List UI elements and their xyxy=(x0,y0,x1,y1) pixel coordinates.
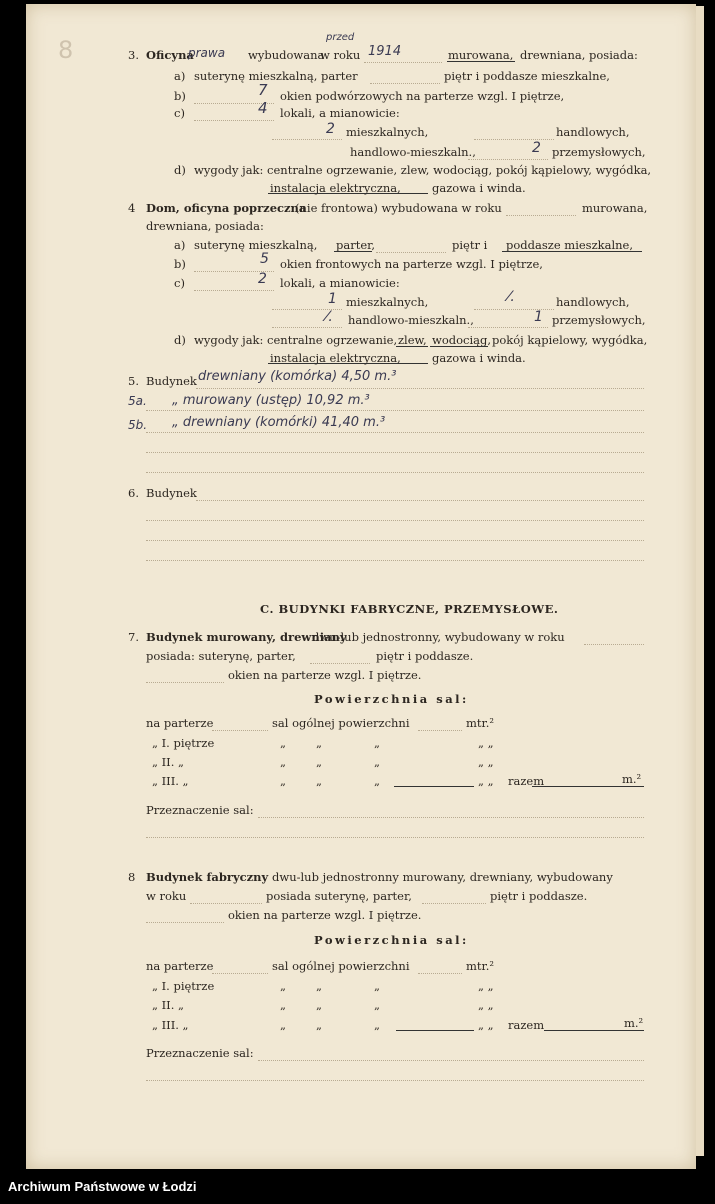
archive-name: Archiwum Państwowe w Łodzi xyxy=(8,1179,197,1194)
s8-r2-q1: „ xyxy=(280,998,286,1012)
s4-c2-text: handlowych, xyxy=(556,295,630,309)
s7-r0c: mtr.² xyxy=(466,716,495,730)
s8-label: Budynek fabryczny xyxy=(146,870,269,884)
s7-r0a: na parterze xyxy=(146,716,214,730)
s7-num: 7. xyxy=(128,630,139,644)
s4-t3: drewniana, posiada: xyxy=(146,219,264,233)
s4-c: c) xyxy=(174,276,185,290)
s7-r0b: sal ogólnej powierzchni xyxy=(272,716,410,730)
s8-r1-q1: „ xyxy=(280,979,286,993)
s4-c3-text: handlowo-mieszkaln., xyxy=(348,313,474,327)
s8-r3-q3: „ xyxy=(374,1018,380,1032)
s7-t3: piętr i poddasze. xyxy=(376,649,474,663)
s4-c-text: lokali, a mianowicie: xyxy=(280,276,400,290)
s5b-num: 5b. xyxy=(128,418,148,432)
s3-c2-text: handlowych, xyxy=(556,125,630,139)
s4-c1-hw: 1 xyxy=(328,291,337,307)
s7-t1: dwu-lub jednostronny, wybudowany w roku xyxy=(312,630,565,644)
s3-b: b) xyxy=(174,89,186,103)
s4-a: a) xyxy=(174,238,186,252)
page-number: 8 xyxy=(58,36,74,64)
s4-t1: (nie frontowa) wybudowana w roku xyxy=(295,201,502,215)
s4-c1-text: mieszkalnych, xyxy=(346,295,429,309)
s3-c1-text: mieszkalnych, xyxy=(346,125,429,139)
s4-d-text1: wygody jak: centralne ogrzewanie, xyxy=(194,333,398,347)
s6-label: Budynek xyxy=(146,486,197,500)
s8-r2: „ II. „ xyxy=(152,998,184,1012)
s3-c3-text: handlowo-mieszkaln., xyxy=(350,145,476,159)
s4-t2: murowana, xyxy=(582,201,648,215)
s3-c-hw: 4 xyxy=(258,99,268,117)
s8-r2-qq: „ „ xyxy=(478,998,494,1012)
s4-c4-hw: 1 xyxy=(534,309,543,325)
s8-r1-qq: „ „ xyxy=(478,979,494,993)
s8-r1-q3: „ xyxy=(374,979,380,993)
s4-a-text1: suterynę mieszkalną, xyxy=(194,238,318,252)
s5-label: Budynek xyxy=(146,374,197,388)
s8-r3-q1: „ xyxy=(280,1018,286,1032)
s5-hw: drewniany (komórka) 4,50 m.³ xyxy=(198,369,397,384)
s3-label: Oficyna xyxy=(146,48,194,62)
s8-t1: dwu-lub jednostronny murowany, drewniany, wybudowany xyxy=(272,870,613,884)
s5-num: 5. xyxy=(128,374,139,388)
s3-t3: murowana, xyxy=(448,48,514,62)
s4-d-wod: wodociąg, xyxy=(432,333,492,347)
s7-r3-q2: „ xyxy=(316,774,322,788)
s8-purpose: Przeznaczenie sal: xyxy=(146,1046,254,1060)
s4-d-text3a: instalacja elektryczna, xyxy=(270,351,401,365)
s4-d-zlew: zlew, xyxy=(398,333,427,347)
s7-r1-q2: „ xyxy=(316,736,322,750)
s7-r1-q3: „ xyxy=(374,736,380,750)
s5a-num: 5a. xyxy=(128,394,147,408)
s6-num: 6. xyxy=(128,486,139,500)
s7-r2-qq: „ „ xyxy=(478,755,494,769)
s8-r3-qq: „ „ xyxy=(478,1018,494,1032)
s3-d-text2a: instalacja elektryczna, xyxy=(270,181,401,195)
s3-hw-side: prawa xyxy=(188,46,226,60)
s8-t4: piętr i poddasze. xyxy=(490,889,588,903)
s4-c-hw: 2 xyxy=(258,271,267,287)
s4-c2-hw: ⁄. xyxy=(508,289,515,305)
s7-area-title: Powierzchnia sal: xyxy=(314,692,469,706)
s8-r3: „ III. „ xyxy=(152,1018,189,1032)
s4-c4-text: przemysłowych, xyxy=(552,313,646,327)
s3-d: d) xyxy=(174,163,186,177)
s4-c3-hw: ⁄. xyxy=(326,309,333,325)
s4-a-text3: poddasze mieszkalne, xyxy=(506,238,634,252)
s8-t2: w roku xyxy=(146,889,187,903)
section-c-heading: C. BUDYNKI FABRYCZNE, PRZEMYSŁOWE. xyxy=(260,602,559,616)
s3-t1: wybudowana xyxy=(248,48,325,62)
s4-label: Dom, oficyna poprzeczna xyxy=(146,201,307,215)
s3-hw-year: 1914 xyxy=(368,44,402,59)
s8-r0a: na parterze xyxy=(146,959,214,973)
s3-c4-hw: 2 xyxy=(532,140,541,156)
s7-r1-q1: „ xyxy=(280,736,286,750)
s5b-hw: „ drewniany (komórki) 41,40 m.³ xyxy=(172,415,386,430)
archive-footer xyxy=(0,1172,715,1204)
s7-t2: posiada: suterynę, parter, xyxy=(146,649,296,663)
s4-d-text2: pokój kąpielowy, wygódka, xyxy=(492,333,648,347)
s3-d-text: wygody jak: centralne ogrzewanie, zlew, wodociąg, pokój kąpielowy, wygódka, xyxy=(194,163,652,177)
s8-num: 8 xyxy=(128,870,136,884)
s7-r3-q1: „ xyxy=(280,774,286,788)
s7-r3-qq: „ „ xyxy=(478,774,494,788)
s8-t5: okien na parterze wzgl. I piętrze. xyxy=(228,908,422,922)
s7-label: Budynek murowany, drewniany xyxy=(146,630,347,644)
s7-r2-q2: „ xyxy=(316,755,322,769)
s7-r2: „ II. „ xyxy=(152,755,184,769)
s8-m2: m.² xyxy=(624,1016,644,1030)
s3-hw-pred: przed xyxy=(326,32,355,43)
s3-t2: w roku xyxy=(320,48,361,62)
s8-r0c: mtr.² xyxy=(466,959,495,973)
s7-t4: okien na parterze wzgl. I piętrze. xyxy=(228,668,422,682)
s7-r3: „ III. „ xyxy=(152,774,189,788)
s3-t4: drewniana, posiada: xyxy=(520,48,638,62)
s7-m2: m.² xyxy=(622,772,642,786)
s3-b-text: okien podwórzowych na parterze wzgl. I piętrze, xyxy=(280,89,565,103)
s8-r2-q3: „ xyxy=(374,998,380,1012)
s5a-hw: „ murowany (ustęp) 10,92 m.³ xyxy=(172,393,370,408)
s8-r0b: sal ogólnej powierzchni xyxy=(272,959,410,973)
s7-purpose: Przeznaczenie sal: xyxy=(146,803,254,817)
s3-d-text2b: gazowa i winda. xyxy=(432,181,526,195)
s3-num: 3. xyxy=(128,48,139,62)
s4-num: 4 xyxy=(128,201,136,215)
s7-r2-q1: „ xyxy=(280,755,286,769)
s7-r1: „ I. piętrze xyxy=(152,736,215,750)
s3-a-text: suterynę mieszkalną, parter xyxy=(194,69,358,83)
s8-r1: „ I. piętrze xyxy=(152,979,215,993)
s3-a: a) xyxy=(174,69,186,83)
s4-b-hw: 5 xyxy=(260,251,269,267)
s8-t3: posiada suterynę, parter, xyxy=(266,889,412,903)
s4-a-text2: piętr i xyxy=(452,238,488,252)
s4-b: b) xyxy=(174,257,186,271)
s7-r3-q3: „ xyxy=(374,774,380,788)
s8-r1-q2: „ xyxy=(316,979,322,993)
s4-a-parter: parter, xyxy=(336,238,376,252)
document-page xyxy=(26,4,696,1169)
s8-razem: razem xyxy=(508,1018,545,1032)
s4-b-text: okien frontowych na parterze wzgl. I piętrze, xyxy=(280,257,543,271)
s7-razem: razem xyxy=(508,774,545,788)
s4-d-text3b: gazowa i winda. xyxy=(432,351,526,365)
s8-r3-q2: „ xyxy=(316,1018,322,1032)
s3-a-text2: piętr i poddasze mieszkalne, xyxy=(444,69,610,83)
s8-r2-q2: „ xyxy=(316,998,322,1012)
s7-r2-q3: „ xyxy=(374,755,380,769)
s3-c1-hw: 2 xyxy=(326,121,335,137)
s3-c: c) xyxy=(174,106,185,120)
s3-c4-text: przemysłowych, xyxy=(552,145,646,159)
s3-c-text: lokali, a mianowicie: xyxy=(280,106,400,120)
s3-b-hw: 7 xyxy=(258,81,268,99)
s4-d: d) xyxy=(174,333,186,347)
s7-r1-qq: „ „ xyxy=(478,736,494,750)
s8-area-title: Powierzchnia sal: xyxy=(314,933,469,947)
